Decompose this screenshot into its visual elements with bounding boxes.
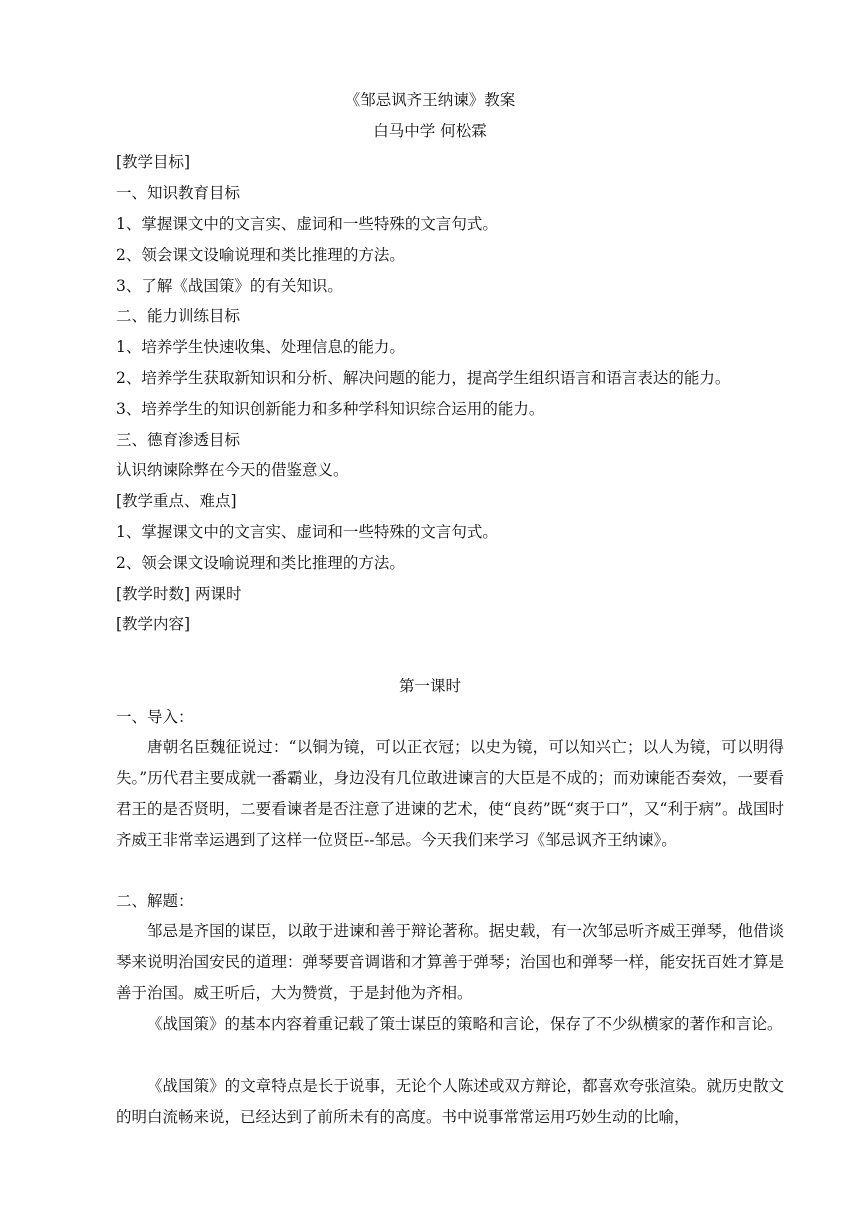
intro-heading: 一、导入： [116,708,194,726]
goals-heading: [教学目标] [116,153,191,171]
goal1-item: 1、掌握课文中的文言实、虚词和一些特殊的文言句式。 [116,215,498,233]
key-heading: [教学重点、难点] [116,492,237,510]
hours-line: [教学时数] 两课时 [116,585,242,603]
content-heading: [教学内容] [116,615,191,633]
goal2-item: 3、培养学生的知识创新能力和多种学科知识综合运用的能力。 [116,400,545,418]
explain-paragraph-3: 《战国策》的文章特点是长于说事，无论个人陈述或双方辩论，都喜欢夸张渲染。就历史散文的明白流畅来说，已经达到了前所未有的高度。书中说事常常运用巧妙生动的比喻， [116,1077,784,1126]
goal2-heading: 二、能力训练目标 [116,307,241,325]
goal1-item: 3、了解《战国策》的有关知识。 [116,277,343,295]
goal3-heading: 三、德育渗透目标 [116,431,241,449]
explain-paragraph-1: 邹忌是齐国的谋臣，以敢于进谏和善于辩论著称。据史载，有一次邹忌听齐威王弹琴，他借谈琴来说明治国安民的道理：弹琴要音调谐和才算善于弹琴；治国也和弹琴一样，能安抚百姓才算是善于治国。威王听后，大为赞赏，于是封他为齐相。 [116,922,784,1002]
intro-paragraph: 唐朝名臣魏征说过：“以铜为镜，可以正衣冠；以史为镜，可以知兴亡；以人为镜，可以明得失。”历代君主要成就一番霸业，身边没有几位敢进谏言的大臣是不成的；而劝谏能否奏效，一要看君王的是否贤明，二要看谏者是否注意了进谏的艺术，使“良药”既“爽于口”，又“利于病”。战国时齐威王非常幸运遇到了这样一位贤臣--邹忌。今天我们来学习《邹忌讽齐王纳谏》。 [116,738,784,849]
lesson1-title: 第一课时 [398,677,461,695]
key-item: 1、掌握课文中的文言实、虚词和一些特殊的文言句式。 [116,523,498,541]
goal1-heading: 一、知识教育目标 [116,184,241,202]
goal3-text: 认识纳谏除弊在今天的借鉴意义。 [116,461,349,479]
doc-author: 白马中学 何松霖 [373,122,487,140]
goal2-item: 2、培养学生获取新知识和分析、解决问题的能力，提高学生组织语言和语言表达的能力。 [116,369,731,387]
explain-paragraph-2: 《战国策》的基本内容着重记载了策士谋臣的策略和言论，保存了不少纵横家的著作和言论。 [147,1015,783,1033]
doc-title: 《邹忌讽齐王纳谏》教案 [344,91,516,109]
goal2-item: 1、培养学生快速收集、处理信息的能力。 [116,338,405,356]
goal1-item: 2、领会课文设喻说理和类比推理的方法。 [116,246,405,264]
key-item: 2、领会课文设喻说理和类比推理的方法。 [116,554,405,572]
explain-heading: 二、解题： [116,892,194,910]
